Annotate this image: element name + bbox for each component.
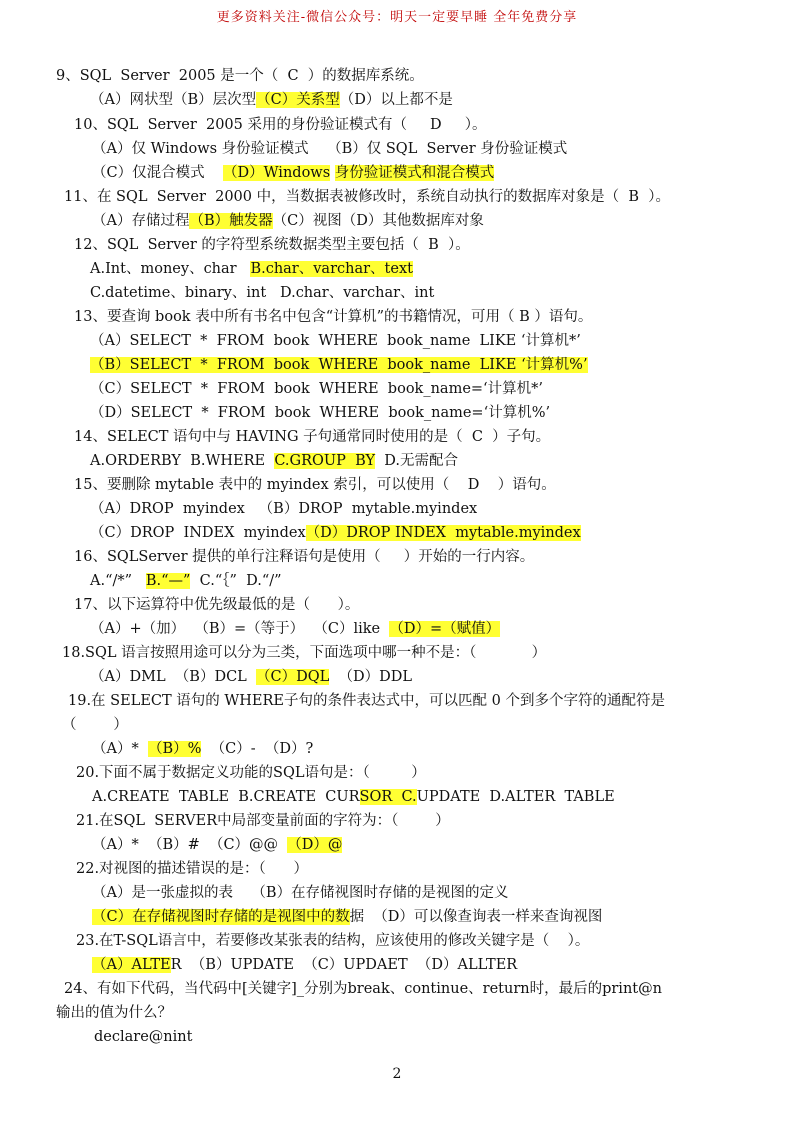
page-number: 2 — [392, 1066, 402, 1082]
highlighted-answer: C.GROUP BY — [274, 453, 376, 469]
text-segment: 据 （D）可以像查询表一样来查询视图 — [349, 909, 603, 925]
text-line — [92, 139, 567, 159]
highlighted-answer: B.char、varchar、text — [250, 261, 413, 277]
text-segment: A.CREATE TABLE B.CREATE CUR — [92, 789, 360, 805]
text-line — [90, 379, 543, 399]
text-segment: C.datetime、binary、int D.char、varchar、int — [90, 285, 435, 301]
text-line — [92, 907, 602, 927]
text-segment: D.无需配合 — [375, 453, 459, 469]
text-segment: 19.在 SELECT 语句的 WHERE子句的条件表达式中，可以匹配 0 个到多个字符的通配符是 — [68, 693, 665, 709]
text-segment: A.Int、money、char — [90, 261, 251, 277]
text-line — [90, 523, 581, 543]
text-segment: （C）SELECT * FROM book WHERE book_name=‘计算机*’ — [90, 381, 544, 397]
text-segment: R （B）UPDATE （C）UPDAET （D）ALLTER — [170, 957, 518, 973]
highlighted-answer: SOR C. — [359, 789, 417, 805]
text-segment: 16、SQLServer 提供的单行注释语句是使用（ ）开始的一行内容。 — [74, 549, 535, 565]
text-line — [90, 451, 458, 471]
text-segment: A.“/*” — [90, 573, 146, 589]
highlighted-answer: （D）=（赋值） — [389, 621, 501, 637]
text-segment: A.ORDERBY B.WHERE — [90, 453, 275, 469]
text-segment: 17、以下运算符中优先级最低的是（ ）。 — [74, 597, 360, 613]
text-segment: C.“｛” D.“/” — [190, 573, 282, 589]
text-line — [90, 355, 588, 375]
text-line — [90, 403, 550, 423]
highlighted-answer: （C）关系型 — [256, 92, 340, 108]
text-line — [76, 763, 426, 783]
text-segment: 输出的值为什么？ — [56, 1005, 172, 1021]
text-line — [76, 859, 308, 879]
text-segment: UPDATE D.ALTER TABLE — [416, 789, 615, 805]
text-line — [90, 667, 412, 687]
text-line — [94, 1027, 192, 1047]
highlighted-answer: （D）Windows — [223, 165, 331, 181]
highlighted-answer: （C）在存储视图时存储的是视图中的数 — [92, 909, 350, 925]
text-segment: 14、SELECT 语句中与 HAVING 子句通常同时使用的是（ C ）子句。 — [74, 429, 551, 445]
text-line — [62, 715, 128, 735]
text-segment: （A）DML （B）DCL — [90, 669, 257, 685]
highlighted-answer: （C）DQL — [256, 669, 330, 685]
text-segment: 18.SQL 语言按照用途可以分为三类，下面选项中哪一种不是：（ ） — [62, 645, 547, 661]
text-segment: declare@nint — [94, 1029, 193, 1045]
text-line — [74, 115, 486, 135]
text-segment: （C）- （D）? — [201, 741, 314, 757]
text-line — [90, 619, 500, 639]
text-segment: （A）SELECT * FROM book WHERE book_name LIKE ‘计算机*’ — [90, 333, 581, 349]
page-header-promo: 更多资料关注-微信公众号：明天一定要早睡 全年免费分享 — [216, 10, 578, 25]
text-segment: 12、SQL Server 的字符型系统数据类型主要包括（ B ）。 — [74, 237, 470, 253]
text-line — [64, 979, 662, 999]
highlighted-answer: B.“—” — [145, 573, 191, 589]
highlighted-answer: （D）@ — [287, 837, 343, 853]
text-line — [74, 307, 592, 327]
text-segment: （A）* — [92, 741, 148, 757]
text-line — [92, 955, 517, 975]
text-line — [74, 235, 470, 255]
text-segment: 21.在SQL SERVER中局部变量前面的字符为：（ ） — [76, 813, 450, 829]
text-line — [76, 811, 450, 831]
text-segment: 15、要删除 mytable 表中的 myindex 索引，可以使用（ D ）语句。 — [74, 477, 556, 493]
text-line — [92, 835, 342, 855]
highlighted-answer: （B）% — [147, 741, 202, 757]
text-segment: 23.在T-SQL语言中，若要修改某张表的结构，应该使用的修改关键字是（ ）。 — [76, 933, 590, 949]
text-segment: （C）仅混合模式 — [92, 165, 224, 181]
text-line — [56, 1003, 172, 1023]
text-line — [76, 931, 589, 951]
text-line — [92, 211, 484, 231]
text-segment: （ ） — [62, 717, 128, 733]
text-line — [90, 283, 434, 303]
text-line — [90, 499, 477, 519]
text-line — [62, 643, 546, 663]
text-segment: （A）* （B）# （C）@@ — [92, 837, 288, 853]
text-line — [92, 163, 494, 183]
text-segment: 24、有如下代码，当代码中[关键字]_分别为break、continue、return时，最后的print@n — [64, 981, 662, 997]
text-segment: 20.下面不属于数据定义功能的SQL语句是：（ ） — [76, 765, 426, 781]
text-segment: 9、SQL Server 2005 是一个（ C ）的数据库系统。 — [56, 68, 424, 84]
text-line — [68, 691, 665, 711]
highlighted-answer: 身份验证模式和混合模式 — [334, 165, 495, 181]
text-line — [56, 66, 424, 86]
text-segment: （A）存储过程 — [92, 213, 190, 229]
text-segment: （A）是一张虚拟的表 （B）在存储视图时存储的是视图的定义 — [92, 885, 509, 901]
highlighted-answer: （B）SELECT * FROM book WHERE book_name LIKE ‘计算机%’ — [90, 357, 588, 373]
text-line — [92, 739, 313, 759]
text-line — [90, 331, 581, 351]
text-line — [92, 883, 509, 903]
text-line — [92, 787, 615, 807]
text-segment: （D）SELECT * FROM book WHERE book_name=‘计算机%’ — [90, 405, 551, 421]
text-segment: 11、在 SQL Server 2000 中，当数据表被修改时，系统自动执行的数据库对象是（ B ）。 — [64, 189, 670, 205]
text-line — [64, 187, 670, 207]
text-segment: （A）+（加） （B）=（等于） （C）like — [90, 621, 390, 637]
text-segment: （C）DROP INDEX myindex — [90, 525, 306, 541]
text-segment: 10、SQL Server 2005 采用的身份验证模式有（ D ）。 — [74, 117, 487, 133]
text-line — [90, 571, 282, 591]
text-line — [74, 547, 534, 567]
text-segment: 22.对视图的描述错误的是：（ ） — [76, 861, 308, 877]
text-line — [90, 259, 413, 279]
text-segment: （D）以上都不是 — [339, 92, 453, 108]
text-segment: （A）网状型（B）层次型 — [90, 92, 257, 108]
highlighted-answer: （A）ALTE — [92, 957, 171, 973]
text-segment: （D）DDL — [329, 669, 412, 685]
highlighted-answer: （B）触发器 — [189, 213, 273, 229]
text-segment: （C）视图（D）其他数据库对象 — [272, 213, 484, 229]
text-line — [74, 475, 556, 495]
text-segment: 13、要查询 book 表中所有书名中包含“计算机”的书籍情况，可用（ B ）语句。 — [74, 309, 593, 325]
text-line — [74, 427, 550, 447]
text-line — [74, 595, 359, 615]
text-segment: （A）仅 Windows 身份验证模式 （B）仅 SQL Server 身份验证模式 — [92, 141, 568, 157]
highlighted-answer: （D）DROP INDEX mytable.myindex — [305, 525, 581, 541]
text-segment: （A）DROP myindex （B）DROP mytable.myindex — [90, 501, 478, 517]
text-line — [90, 90, 453, 110]
